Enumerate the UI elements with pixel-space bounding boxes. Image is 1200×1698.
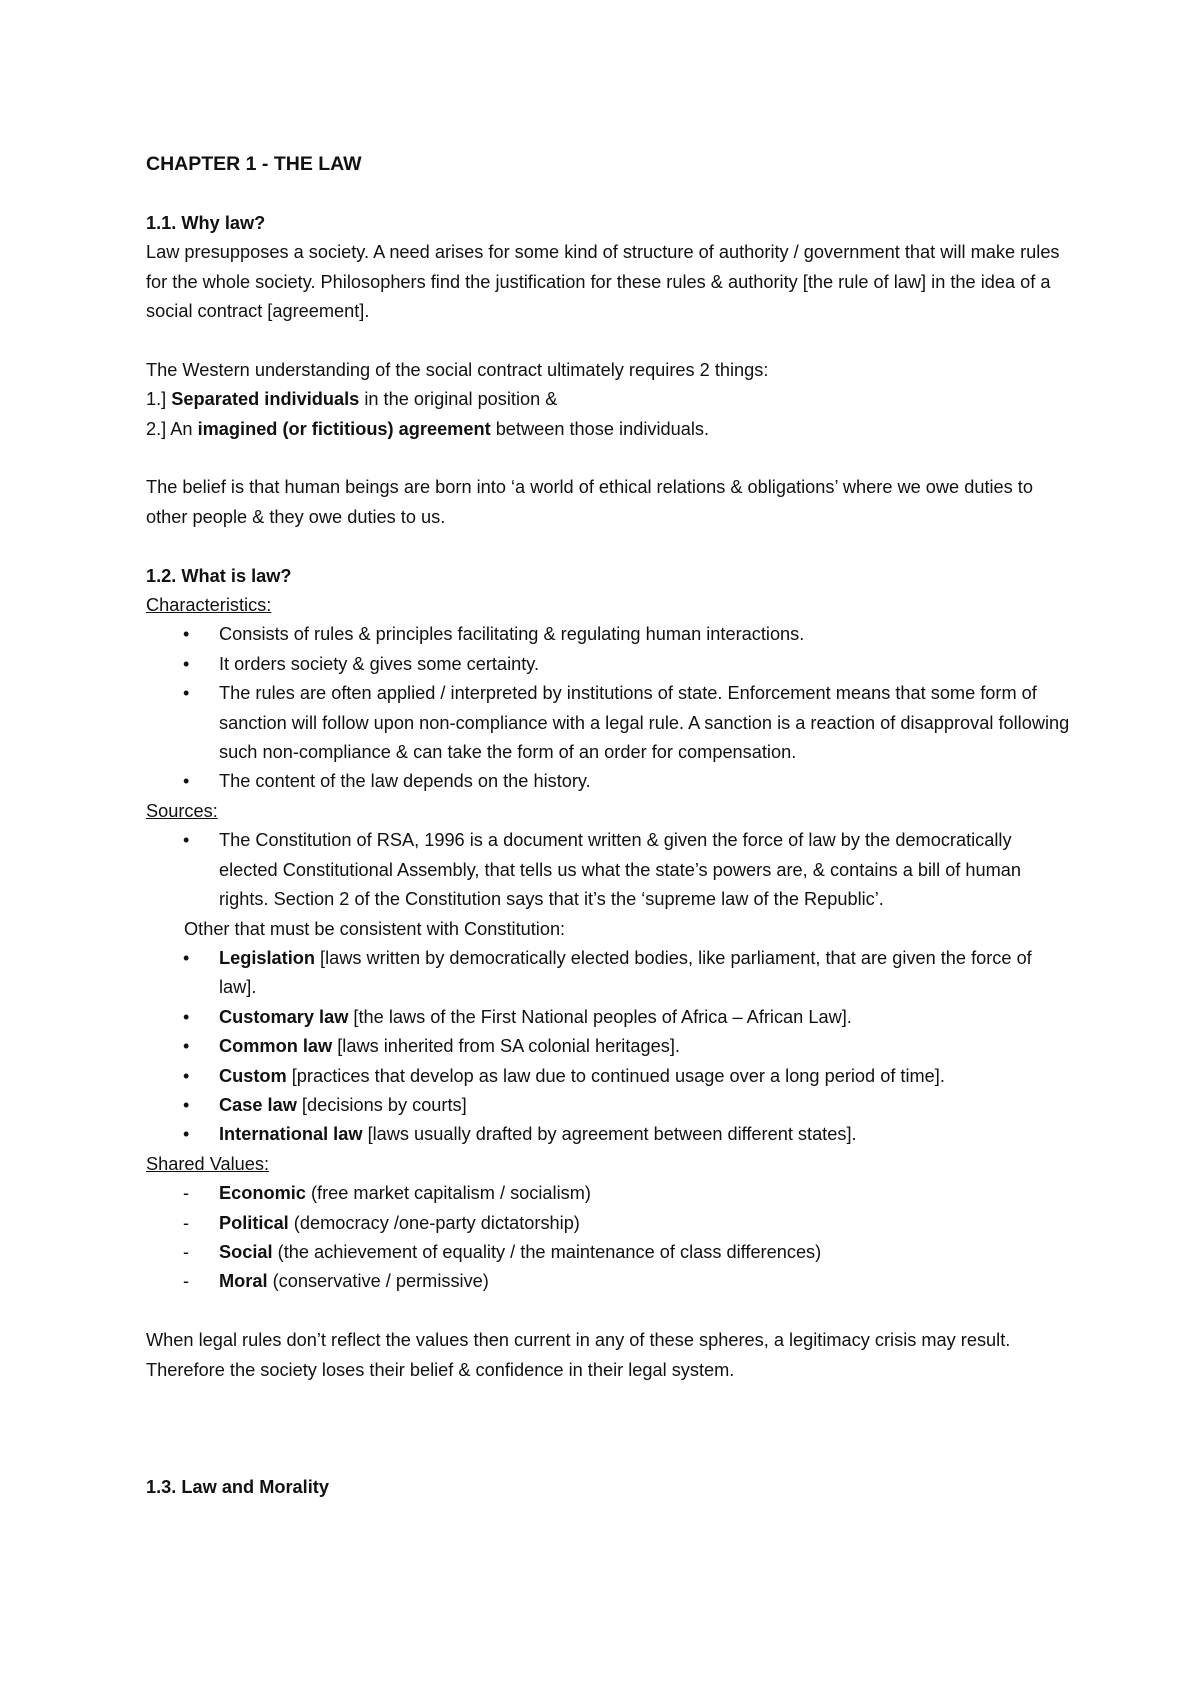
chapter-title: CHAPTER 1 - THE LAW (146, 153, 362, 175)
numbered-item-1: 1.] Separated individuals in the original position & (146, 389, 558, 410)
list-item: • Custom [practices that develop as law due to continued usage over a long period of time]. (219, 1062, 1070, 1091)
list-item: • Case law [decisions by courts] (219, 1091, 1070, 1120)
list-item: • It orders society & gives some certainty. (219, 650, 1070, 679)
characteristics-list (146, 620, 1070, 796)
sources-list (146, 826, 1070, 914)
paragraph-western-understanding: The Western understanding of the social contract ultimately requires 2 things: (146, 359, 769, 380)
other-sources-list (146, 944, 1070, 1150)
list-item: - Economic (free market capitalism / socialism) (219, 1179, 1070, 1208)
list-item: • The rules are often applied / interpreted by institutions of state. Enforcement means that some form of sanction will follow upon non-compliance with a legal rule. A sanction is a reaction of disapproval following such non-compliance & can take the form of an order for compensation. (219, 679, 1070, 767)
section-heading-1-3: 1.3. Law and Morality (146, 1477, 329, 1498)
list-item: • Customary law [the laws of the First National peoples of Africa – African Law]. (219, 1003, 1070, 1032)
section-what-is-law (146, 562, 1070, 1474)
sources-label: Sources: (146, 800, 218, 821)
paragraph-legitimacy-crisis: When legal rules don’t reflect the values then current in any of these spheres, a legitimacy crisis may result. Therefore the society loses their belief & confidence in their legal system. (146, 1330, 1011, 1380)
list-item: • Consists of rules & principles facilitating & regulating human interactions. (219, 620, 1070, 649)
shared-values-list (146, 1179, 1070, 1297)
section-why-law (146, 209, 1070, 562)
list-item: - Moral (conservative / permissive) (219, 1267, 1070, 1296)
paragraph-belief: The belief is that human beings are born into ‘a world of ethical relations & obligations’ where we owe duties to other people & they owe duties to us. (146, 477, 1033, 527)
shared-values-label: Shared Values: (146, 1153, 270, 1174)
list-item: • International law [laws usually drafted by agreement between different states]. (219, 1120, 1070, 1149)
numbered-item-2: 2.] An imagined (or fictitious) agreement between those individuals. (146, 418, 710, 439)
other-sources-note: Other that must be consistent with Constitution: (184, 918, 566, 939)
list-item: • The content of the law depends on the history. (219, 767, 1070, 796)
paragraph-social-structure: Law presupposes a society. A need arises for some kind of structure of authority / government that will make rules for the whole society. Philosophers find the justification for these rules & authority [the rule of law] in the idea of a social contract [agreement]. (146, 242, 1060, 322)
list-item: - Political (democracy /one-party dictatorship) (219, 1209, 1070, 1238)
list-item: • The Constitution of RSA, 1996 is a document written & given the force of law by the democratically elected Constitutional Assembly, that tells us what the state’s powers are, & contains a bill of human rights. Section 2 of the Constitution says that it’s the ‘supreme law of the Republic’. (219, 826, 1070, 914)
list-item: • Legislation [laws written by democratically elected bodies, like parliament, that are given the force of law]. (219, 944, 1070, 1003)
section-heading-1-2: 1.2. What is law? (146, 565, 292, 586)
list-item: - Social (the achievement of equality / the maintenance of class differences) (219, 1238, 1070, 1267)
section-heading-1-1: 1.1. Why law? (146, 212, 266, 233)
list-item: • Common law [laws inherited from SA colonial heritages]. (219, 1032, 1070, 1061)
characteristics-label: Characteristics: (146, 595, 272, 616)
section-law-and-morality (146, 1473, 1070, 1502)
